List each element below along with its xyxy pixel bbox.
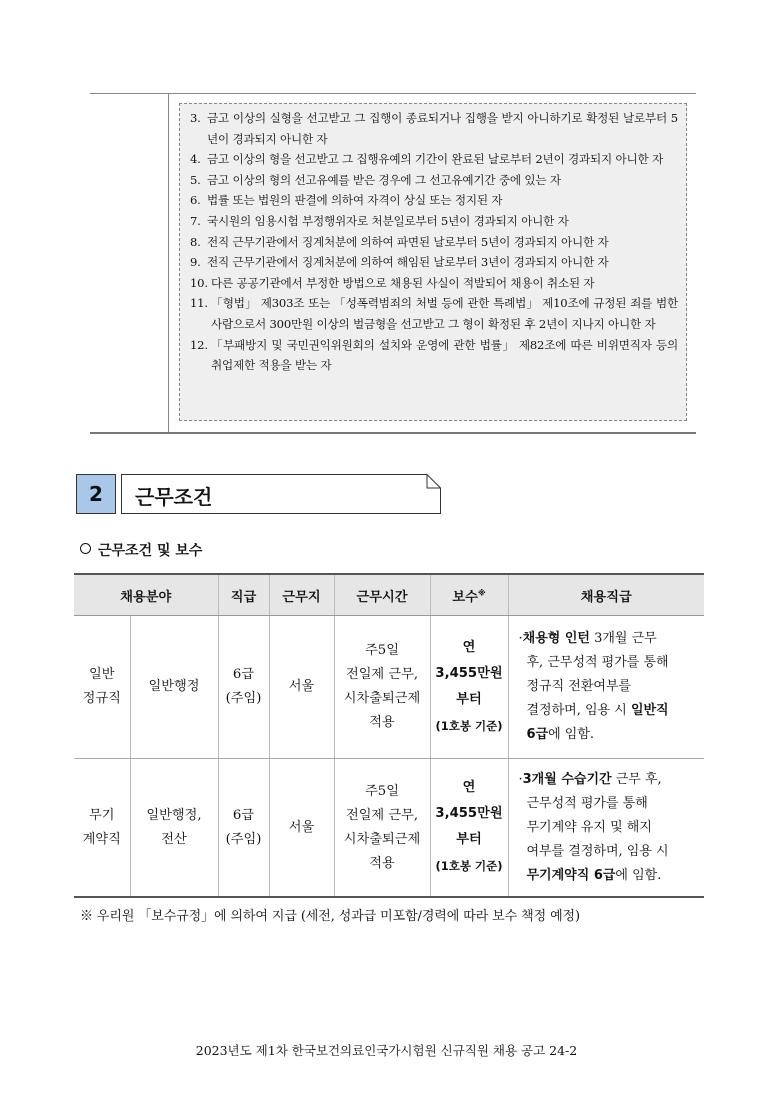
item-number: 5. (190, 172, 201, 187)
table-row (74, 616, 704, 759)
item-number: 7. (190, 213, 201, 228)
item-text: 국시원의 임용시험 부정행위자로 처분일로부터 5년이 경과되지 아니한 자 (207, 213, 569, 228)
section-title: 근무조건 (135, 485, 213, 509)
section-title-box (121, 474, 441, 514)
item-text: 법률 또는 법원의 판결에 의하여 자격이 상실 또는 정지된 자 (207, 193, 503, 208)
item-number: 10. (190, 275, 208, 290)
pay-footnote: ※ 우리원 「보수규정」에 의하여 지급 (세전, 성과급 미포함/경력에 따라 보수 책정 예정) (80, 909, 580, 924)
item-text: 「형법」 제303조 또는 「성폭력범죄의 처벌 등에 관한 특례법」 제10조에 규정된 죄를 범한 사람으로서 300만원 이상의 벌금형을 선고받고 그 형이 확정된 후 2년이 지나지 아니한 자 (211, 296, 678, 331)
page-footer: 2023년도 제1차 한국보건의료인국가시험원 신규직원 채용 공고 24-2 (195, 1043, 578, 1058)
subheading (80, 540, 202, 560)
position-desc-cell: ·채용형 인턴 3개월 근무 후, 근무성적 평가를 통해 정규직 전환여부를 결정하며, 임용 시 일반직 6급에 임함. (508, 616, 704, 759)
item-text: 금고 이상의 실형을 선고받고 그 집행이 종료되거나 집행을 받지 아니하기로 확정된 날로부터 5년이 경과되지 아니한 자 (207, 111, 678, 146)
employment-type-cell: 무기 계약직 (74, 759, 130, 898)
header-position: 채용직급 (508, 574, 704, 616)
disqualification-item (190, 273, 678, 294)
disqualification-table (90, 93, 696, 434)
hollow-circle-icon (80, 543, 91, 554)
header-grade: 직급 (218, 574, 269, 616)
pay-cell: 연 3,455만원 부터 (1호봉 기준) (430, 759, 508, 898)
employment-type-cell: 일반 정규직 (74, 616, 130, 759)
location-cell: 서울 (269, 616, 334, 759)
item-number: 6. (190, 193, 201, 208)
work-conditions-table (74, 573, 704, 898)
item-text: 금고 이상의 형을 선고받고 그 집행유예의 기간이 완료된 날로부터 2년이 경과되지 아니한 자 (207, 152, 663, 167)
disqualification-item (190, 108, 678, 149)
disqualification-item (190, 232, 678, 253)
subheading-text: 근무조건 및 보수 (98, 543, 203, 559)
disqualification-item (190, 293, 678, 334)
item-number: 8. (190, 234, 201, 249)
item-text: 「부패방지 및 국민권익위원회의 설치와 운영에 관한 법률」 제82조에 따른 비위면직자 등의 취업제한 적용을 받는 자 (211, 337, 678, 373)
disqualification-item (190, 211, 678, 232)
hours-cell: 주5일 전일제 근무, 시차출퇴근제 적용 (334, 616, 430, 759)
table-column-divider (168, 93, 169, 434)
location-cell: 서울 (269, 759, 334, 898)
item-text: 전직 근무기관에서 징계처분에 의하여 해임된 날로부터 3년이 경과되지 아니한 자 (207, 255, 609, 270)
table-top-rule (90, 93, 696, 94)
grade-cell: 6급 (주임) (218, 759, 269, 898)
hours-cell: 주5일 전일제 근무, 시차출퇴근제 적용 (334, 759, 430, 898)
section-number: 2 (76, 474, 116, 514)
header-pay: 보수※ (430, 574, 508, 616)
item-number: 3. (190, 111, 201, 125)
disqualification-item (190, 335, 678, 376)
pay-cell: 연 3,455만원 부터 (1호봉 기준) (430, 616, 508, 759)
header-hours: 근무시간 (334, 574, 430, 616)
item-number: 9. (190, 255, 201, 270)
header-field: 채용분야 (74, 574, 218, 616)
item-number: 12. (190, 337, 208, 352)
disqualification-item (190, 252, 678, 273)
disqualification-item (190, 170, 678, 191)
field-cell: 일반행정, 전산 (130, 759, 218, 898)
field-cell: 일반행정 (130, 616, 218, 759)
header-location: 근무지 (269, 574, 334, 616)
table-row (74, 759, 704, 898)
disqualification-list (179, 103, 687, 421)
item-text: 다른 공공기관에서 부정한 방법으로 채용된 사실이 적발되어 채용이 취소된 자 (211, 275, 595, 290)
item-number: 4. (190, 152, 201, 167)
table-bottom-rule (90, 432, 696, 434)
disqualification-item (190, 190, 678, 211)
position-desc-cell: ·3개월 수습기간 근무 후, 근무성적 평가를 통해 무기계약 유지 및 해지 여부를 결정하며, 임용 시 무기계약직 6급에 임함. (508, 759, 704, 898)
item-text: 전직 근무기관에서 징계처분에 의하여 파면된 날로부터 5년이 경과되지 아니한 자 (207, 234, 609, 249)
item-text: 금고 이상의 형의 선고유예를 받은 경우에 그 선고유예기간 중에 있는 자 (207, 172, 561, 187)
grade-cell: 6급 (주임) (218, 616, 269, 759)
table-header-row (74, 574, 704, 616)
disqualification-item (190, 149, 678, 170)
item-number: 11. (190, 296, 208, 311)
